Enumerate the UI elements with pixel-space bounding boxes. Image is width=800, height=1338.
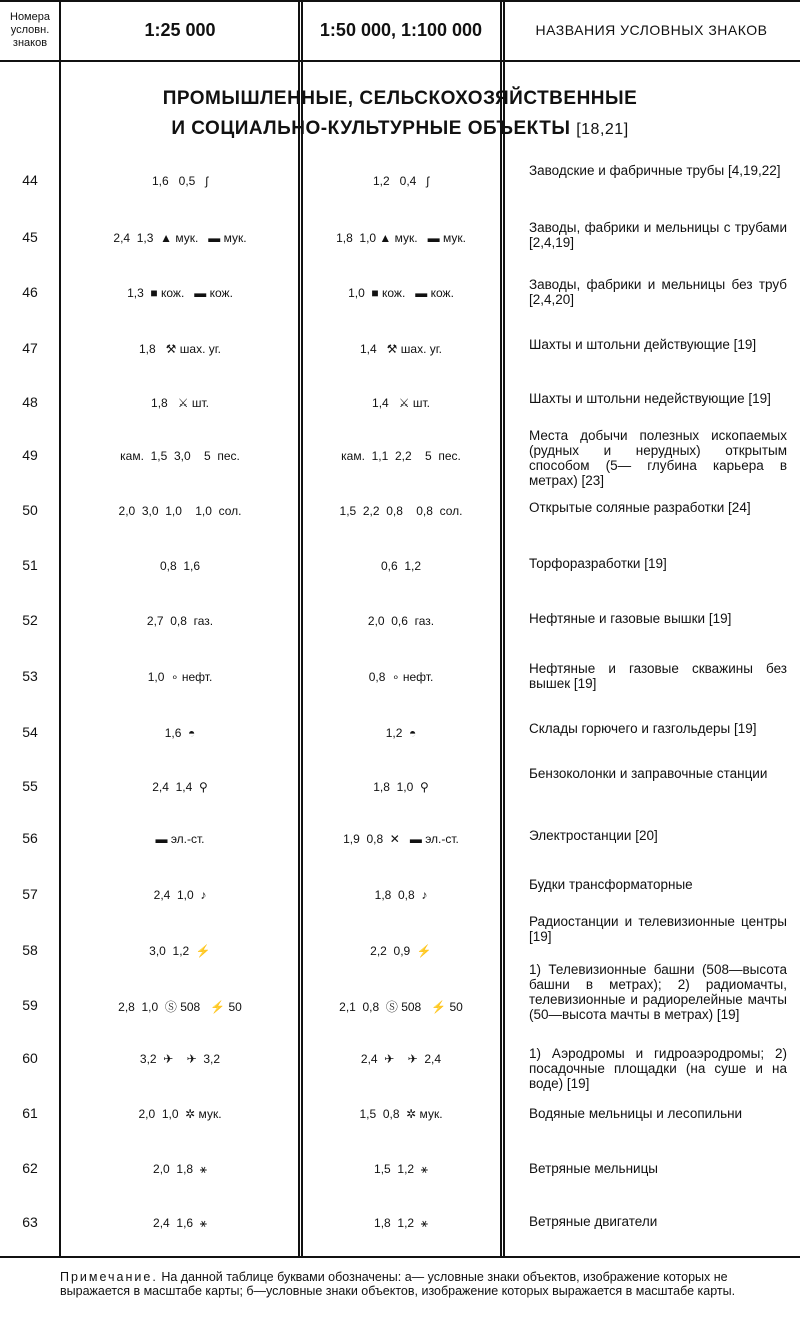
symbol-1-25000: 2,4 1,4 ⚲ (152, 780, 208, 794)
symbol-name: Заводы, фабрики и мельницы с трубами [2,4,19] (529, 220, 787, 250)
header-num-label: Номера условн. знаков (10, 10, 50, 49)
symbol-name: Шахты и штольни недействующие [19] (529, 391, 771, 406)
row-number: 55 (22, 778, 38, 794)
symbol-1-25000: 2,4 1,3 ▲ мук. ▬ мук. (113, 231, 247, 245)
section-title-ref: [18,21] (576, 121, 629, 138)
symbol-name: Ветряные двигатели (529, 1214, 658, 1229)
symbol-1-25000: 2,0 1,0 ✲ мук. (138, 1107, 222, 1121)
symbol-name: Заводы, фабрики и мельницы без труб [2,4,20] (529, 277, 787, 307)
row-number: 46 (22, 284, 38, 300)
symbol-1-25000: 1,8 ⚔ шт. (151, 396, 209, 410)
symbol-1-50000: 1,2 0,4 ʃ (372, 174, 430, 188)
symbol-name: Электростанции [20] (529, 828, 658, 843)
row-number: 52 (22, 612, 38, 628)
header-divider (0, 60, 800, 62)
symbol-name: 1) Телевизионные башни (508—высота башни в метрах); 2) радиомачты, телевизионные и радиорелейные мачты (50—высота мачты в метрах) [19] (529, 962, 787, 1022)
symbol-1-25000: 2,4 1,0 ♪ (153, 888, 207, 902)
row-number: 60 (22, 1050, 38, 1066)
row-number: 47 (22, 340, 38, 356)
row-number: 63 (22, 1214, 38, 1230)
symbol-1-25000: 1,0 ∘ нефт. (147, 670, 213, 684)
footnote-text: На данной таблице буквами обозначены: а— условные знаки объектов, изображение которых не выражается в масштабе карты; б—условные знаки объектов, изображение которых выражается в масштабе карты. (60, 1270, 736, 1298)
bottom-divider (0, 1256, 800, 1258)
row-number: 62 (22, 1160, 38, 1176)
symbol-1-50000: 1,2 ◓ (385, 726, 417, 740)
symbol-name: Заводские и фабричные трубы [4,19,22] (529, 163, 781, 178)
footnote (60, 1270, 750, 1298)
symbol-1-25000: 3,0 1,2 ⚡ (149, 944, 211, 958)
symbol-name: Водяные мельницы и лесопильни (529, 1106, 743, 1121)
symbol-1-50000: 2,2 0,9 ⚡ (370, 944, 432, 958)
col-divider-2 (298, 0, 300, 1257)
symbol-1-25000: кам. 1,5 3,0 5 пес. (120, 449, 240, 463)
section-title-line1: ПРОМЫШЛЕННЫЕ, СЕЛЬСКОХОЗЯЙСТВЕННЫЕ (162, 88, 638, 109)
col-divider-4 (500, 0, 502, 1257)
row-number: 48 (22, 394, 38, 410)
symbol-1-50000: 1,4 ⚔ шт. (372, 396, 430, 410)
symbol-1-50000: кам. 1,1 2,2 5 пес. (341, 449, 461, 463)
symbol-1-50000: 1,8 1,0 ▲ мук. ▬ мук. (336, 231, 466, 245)
symbol-1-50000: 1,4 ⚒ шах. уг. (360, 342, 442, 356)
symbol-1-50000: 1,0 ■ кож. ▬ кож. (348, 286, 454, 300)
section-title-line2: И СОЦИАЛЬНО-КУЛЬТУРНЫЕ ОБЪЕКТЫ [18,21] (171, 118, 629, 139)
symbol-1-25000: 1,6 0,5 ʃ (151, 174, 209, 188)
symbol-name: Радиостанции и телевизионные центры [19] (529, 914, 787, 944)
row-number: 53 (22, 668, 38, 684)
symbol-1-50000: 1,5 2,2 0,8 0,8 сол. (339, 504, 463, 518)
header-names-label: НАЗВАНИЯ УСЛОВНЫХ ЗНАКОВ (535, 22, 768, 38)
symbol-1-25000: 3,2 ✈ ✈ 3,2 (139, 1052, 221, 1066)
symbol-1-50000: 1,8 1,2 ⚹ (374, 1215, 428, 1230)
symbol-name: Торфоразработки [19] (529, 556, 667, 571)
row-number: 58 (22, 942, 38, 958)
symbol-1-50000: 1,5 1,2 ⚹ (374, 1161, 428, 1176)
symbol-name: Нефтяные и газовые скважины без вышек [19] (529, 661, 787, 691)
row-number: 50 (22, 502, 38, 518)
row-number: 51 (22, 557, 38, 573)
row-number: 61 (22, 1105, 38, 1121)
symbol-1-25000: 2,8 1,0 Ⓢ 508 ⚡ 50 (118, 999, 242, 1014)
row-number: 56 (22, 830, 38, 846)
symbol-1-25000: 1,3 ■ кож. ▬ кож. (127, 286, 233, 300)
symbol-name: Ветряные мельницы (529, 1161, 659, 1176)
symbol-1-50000: 0,8 ∘ нефт. (368, 670, 434, 684)
row-number: 49 (22, 447, 38, 463)
symbol-1-50000: 2,0 0,6 газ. (367, 614, 435, 628)
symbol-1-25000: ▬ эл.-ст. (155, 832, 205, 846)
symbol-1-25000: 2,4 1,6 ⚹ (153, 1215, 207, 1230)
symbol-name: 1) Аэродромы и гидроаэродромы; 2) посадочные площадки (на суше и на воде) [19] (529, 1046, 787, 1091)
symbol-name: Места добычи полезных ископаемых (рудных и нерудных) открытым способом (5— глубина карьера в метрах) [23] (529, 428, 787, 488)
symbol-1-25000: 1,6 ◓ (164, 726, 196, 740)
symbol-1-50000: 1,9 0,8 ✕ ▬ эл.-ст. (343, 832, 459, 846)
col-divider-5 (503, 0, 505, 1257)
col-divider-1 (59, 0, 61, 1257)
symbol-1-50000: 0,6 1,2 (380, 559, 422, 573)
symbol-1-25000: 2,0 1,8 ⚹ (153, 1161, 207, 1176)
symbol-1-25000: 1,8 ⚒ шах. уг. (139, 342, 221, 356)
symbol-1-50000: 1,8 0,8 ♪ (374, 888, 428, 902)
row-number: 57 (22, 886, 38, 902)
symbol-1-50000: 2,1 0,8 Ⓢ 508 ⚡ 50 (339, 999, 463, 1014)
header-scale-50000-100000: 1:50 000, 1:100 000 (319, 19, 483, 40)
footnote-label: Примечание. (60, 1270, 158, 1284)
row-number: 59 (22, 997, 38, 1013)
symbol-1-50000: 2,4 ✈ ✈ 2,4 (360, 1052, 442, 1066)
symbol-name: Открытые соляные разработки [24] (529, 500, 751, 515)
symbol-1-25000: 0,8 1,6 (159, 559, 201, 573)
symbol-1-25000: 2,7 0,8 газ. (146, 614, 214, 628)
symbol-1-50000: 1,8 1,0 ⚲ (373, 780, 429, 794)
row-number: 45 (22, 229, 38, 245)
header-scale-25000: 1:25 000 (144, 19, 216, 40)
symbol-1-25000: 2,0 3,0 1,0 1,0 сол. (118, 504, 242, 518)
symbol-1-50000: 1,5 0,8 ✲ мук. (359, 1107, 443, 1121)
row-number: 54 (22, 724, 38, 740)
symbol-name: Шахты и штольни действующие [19] (529, 337, 757, 352)
symbol-name: Склады горючего и газгольдеры [19] (529, 721, 757, 736)
symbol-name: Будки трансформаторные (529, 877, 693, 892)
symbol-name: Бензоколонки и заправочные станции (529, 766, 768, 781)
symbol-name: Нефтяные и газовые вышки [19] (529, 611, 732, 626)
row-number: 44 (22, 172, 38, 188)
